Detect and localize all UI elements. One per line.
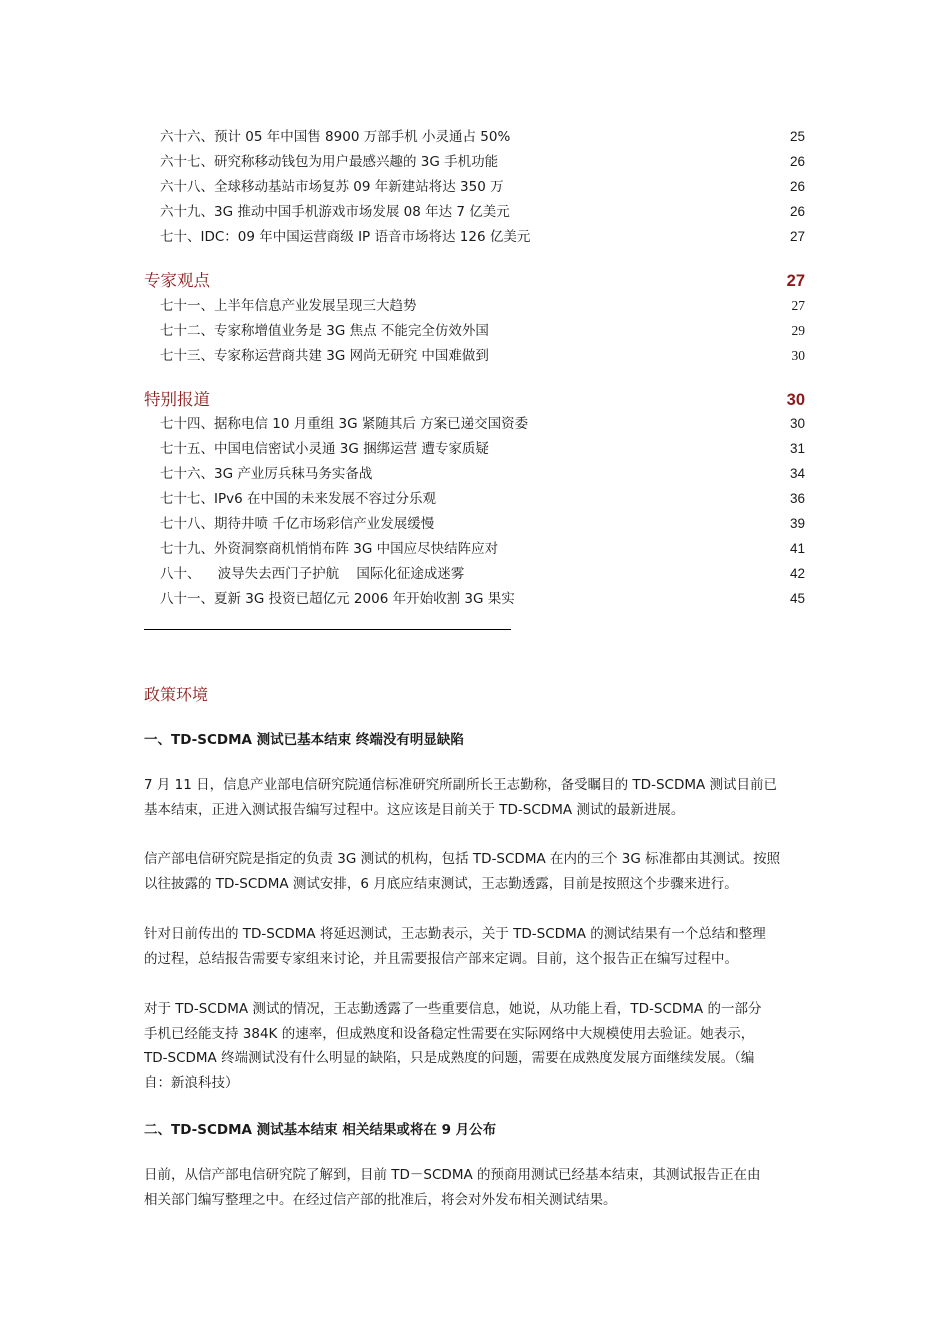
toc-entry-title: 六十九、3G 推动中国手机游戏市场发展 08 年达 7 亿美元 bbox=[160, 204, 510, 220]
toc-entry-page: 26 bbox=[789, 179, 805, 194]
toc-entry-page: 26 bbox=[789, 204, 805, 219]
toc-entry-title: 七十五、中国电信密试小灵通 3G 捆绑运营 遭专家质疑 bbox=[160, 441, 489, 457]
toc-entry[interactable] bbox=[160, 413, 805, 435]
paragraph-line: 的过程，总结报告需要专家组来讨论，并且需要报信产部来定调。目前，这个报告正在编写过程中。 bbox=[144, 950, 738, 967]
paragraph-line: 日前，从信产部电信研究院了解到，目前 TD－SCDMA 的预商用测试已经基本结束，其测试报告正在由 bbox=[144, 1167, 761, 1183]
toc-entry-page: 26 bbox=[789, 154, 805, 169]
toc-entry-title: 六十八、全球移动基站市场复苏 09 年新建站将达 350 万 bbox=[160, 179, 504, 195]
toc-entry[interactable] bbox=[160, 563, 805, 585]
toc-entry-title: 八十、 波导失去西门子护航 国际化征途成迷雾 bbox=[160, 566, 465, 582]
toc-entry[interactable] bbox=[160, 488, 805, 510]
toc-entry-page: 31 bbox=[789, 441, 805, 456]
article-heading: 二、TD-SCDMA 测试基本结束 相关结果或将在 9 月公布 bbox=[144, 1122, 497, 1138]
toc-entry-title: 七十、IDC：09 年中国运营商级 IP 语音市场将达 126 亿美元 bbox=[160, 229, 531, 245]
toc-entry-page: 45 bbox=[789, 591, 805, 606]
toc-entry-title: 七十六、3G 产业厉兵秣马务实备战 bbox=[160, 466, 373, 482]
paragraph-line: 对于 TD-SCDMA 测试的情况，王志勤透露了一些重要信息，她说，从功能上看，TD-SCDMA 的一部分 bbox=[144, 1001, 762, 1017]
paragraph bbox=[144, 773, 808, 822]
toc-entry-title: 六十七、研究称移动钱包为用户最感兴趣的 3G 手机功能 bbox=[160, 154, 499, 170]
toc-section-page: 30 bbox=[786, 391, 805, 409]
paragraph-line: 信产部电信研究院是指定的负责 3G 测试的机构，包括 TD-SCDMA 在内的三个 3G 标准都由其测试。按照 bbox=[144, 851, 781, 867]
toc-entry[interactable] bbox=[160, 295, 805, 317]
toc-entry-page: 39 bbox=[789, 516, 805, 531]
toc-entry[interactable] bbox=[160, 126, 805, 148]
toc-entry[interactable] bbox=[160, 226, 805, 248]
toc-entry[interactable] bbox=[160, 588, 805, 610]
toc-entry[interactable] bbox=[160, 513, 805, 535]
paragraph-line: 相关部门编写整理之中。在经过信产部的批准后，将会对外发布相关测试结果。 bbox=[144, 1191, 617, 1208]
toc-section-special[interactable] bbox=[144, 387, 805, 413]
toc-section-expert[interactable] bbox=[144, 268, 805, 294]
toc-entry[interactable] bbox=[160, 320, 805, 342]
toc-entry-title: 七十一、上半年信息产业发展呈现三大趋势 bbox=[160, 298, 417, 314]
toc-entry[interactable] bbox=[160, 151, 805, 173]
paragraph bbox=[144, 997, 808, 1095]
toc-entry-page: 25 bbox=[789, 129, 805, 144]
toc-entry-page: 36 bbox=[789, 491, 805, 506]
section-heading: 政策环境 bbox=[144, 685, 209, 704]
toc-entry[interactable] bbox=[160, 463, 805, 485]
toc-entry[interactable] bbox=[160, 345, 805, 367]
toc-entry-title: 七十四、据称电信 10 月重组 3G 紧随其后 方案已递交国资委 bbox=[160, 416, 529, 432]
toc-divider bbox=[144, 629, 511, 630]
toc-entry[interactable] bbox=[160, 201, 805, 223]
toc-entry-page: 41 bbox=[789, 541, 805, 556]
toc-entry-title: 七十九、外资洞察商机悄悄布阵 3G 中国应尽快结阵应对 bbox=[160, 541, 499, 557]
paragraph-line: 手机已经能支持 384K 的速率，但成熟度和设备稳定性需要在实际网络中大规模使用去验证。她表示， bbox=[144, 1025, 755, 1042]
toc-entry-page: 29 bbox=[791, 323, 805, 338]
paragraph bbox=[144, 847, 808, 896]
paragraph-line: 针对日前传出的 TD-SCDMA 将延迟测试，王志勤表示，关于 TD-SCDMA 的测试结果有一个总结和整理 bbox=[144, 926, 766, 942]
paragraph-line: 基本结束，正进入测试报告编写过程中。这应该是目前关于 TD-SCDMA 测试的最新进展。 bbox=[144, 801, 685, 818]
paragraph bbox=[144, 1163, 808, 1212]
toc-section-title: 特别报道 bbox=[144, 390, 210, 409]
paragraph bbox=[144, 922, 808, 971]
toc-entry-title: 七十七、IPv6 在中国的未来发展不容过分乐观 bbox=[160, 491, 436, 507]
toc-entry-title: 六十六、预计 05 年中国售 8900 万部手机 小灵通占 50% bbox=[160, 129, 511, 145]
toc-entry-page: 34 bbox=[789, 466, 805, 481]
toc-entry-page: 42 bbox=[789, 566, 805, 581]
toc-entry-page: 27 bbox=[789, 229, 805, 244]
paragraph-line: 以往披露的 TD-SCDMA 测试安排，6 月底应结束测试，王志勤透露，目前是按照这个步骤来进行。 bbox=[144, 875, 738, 892]
toc-entry[interactable] bbox=[160, 538, 805, 560]
toc-entry[interactable] bbox=[160, 438, 805, 460]
paragraph-line: 7 月 11 日，信息产业部电信研究院通信标准研究所副所长王志勤称，备受瞩目的 TD-SCDMA 测试目前已 bbox=[144, 777, 778, 793]
toc-entry[interactable] bbox=[160, 176, 805, 198]
toc-entry-title: 七十八、期待井喷 千亿市场彩信产业发展缓慢 bbox=[160, 516, 435, 532]
toc-section-page: 27 bbox=[786, 272, 805, 290]
paragraph-line: TD-SCDMA 终端测试没有什么明显的缺陷，只是成熟度的问题，需要在成熟度发展方面继续发展。（编 bbox=[144, 1050, 755, 1066]
toc-entry-page: 27 bbox=[791, 298, 805, 313]
toc-entry-title: 八十一、夏新 3G 投资已超亿元 2006 年开始收割 3G 果实 bbox=[160, 591, 515, 607]
toc-section-title: 专家观点 bbox=[144, 271, 210, 290]
article-heading: 一、TD-SCDMA 测试已基本结束 终端没有明显缺陷 bbox=[144, 732, 464, 748]
paragraph-line: 自：新浪科技） bbox=[144, 1074, 239, 1091]
toc-entry-title: 七十三、专家称运营商共建 3G 网尚无研究 中国难做到 bbox=[160, 348, 489, 364]
toc-entry-page: 30 bbox=[791, 348, 805, 363]
toc-entry-page: 30 bbox=[789, 416, 805, 431]
toc-entry-title: 七十二、专家称增值业务是 3G 焦点 不能完全仿效外国 bbox=[160, 323, 489, 339]
